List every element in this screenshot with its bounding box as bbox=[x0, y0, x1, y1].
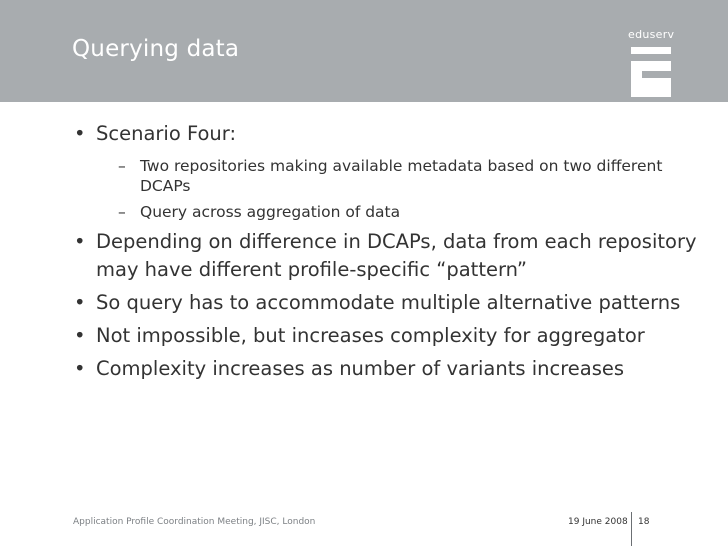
bullet-marker: • bbox=[74, 230, 86, 253]
bullet-marker: • bbox=[74, 357, 86, 380]
sub-bullet-marker: – bbox=[118, 203, 126, 221]
bullet-text: Scenario Four: bbox=[96, 122, 237, 145]
sub-bullet-text: Two repositories making available metadata based on two different DCAPs bbox=[140, 157, 663, 195]
bullet-item bbox=[74, 120, 714, 148]
bullet-text: So query has to accommodate multiple alternative patterns bbox=[96, 291, 681, 314]
bullet-item bbox=[74, 228, 714, 284]
eduserv-logo-icon bbox=[631, 47, 671, 97]
sub-bullet-marker: – bbox=[118, 157, 126, 175]
bullet-item bbox=[74, 289, 714, 317]
brand-wordmark: eduserv bbox=[628, 28, 675, 41]
slide-header bbox=[0, 0, 728, 102]
bullet-item bbox=[74, 322, 714, 350]
bullet-marker: • bbox=[74, 324, 86, 347]
bullet-text: Not impossible, but increases complexity for aggregator bbox=[96, 324, 645, 347]
bullet-marker: • bbox=[74, 291, 86, 314]
slide-body bbox=[74, 120, 714, 388]
footer-date: 19 June 2008 bbox=[568, 517, 628, 527]
footer-event: Application Profile Coordination Meeting, JISC, London bbox=[73, 517, 316, 527]
slide-title: Querying data bbox=[72, 36, 240, 62]
bullet-text: Complexity increases as number of variants increases bbox=[96, 357, 625, 380]
sub-bullet-item bbox=[74, 202, 714, 222]
sub-bullet-item bbox=[74, 156, 714, 196]
sub-bullet-text: Query across aggregation of data bbox=[140, 203, 401, 221]
bullet-item bbox=[74, 355, 714, 383]
page-number: 18 bbox=[638, 517, 650, 527]
bullet-text: Depending on difference in DCAPs, data from each repository may have different profile-specific “pattern” bbox=[96, 230, 697, 281]
footer-divider bbox=[631, 512, 632, 546]
bullet-marker: • bbox=[74, 122, 86, 145]
